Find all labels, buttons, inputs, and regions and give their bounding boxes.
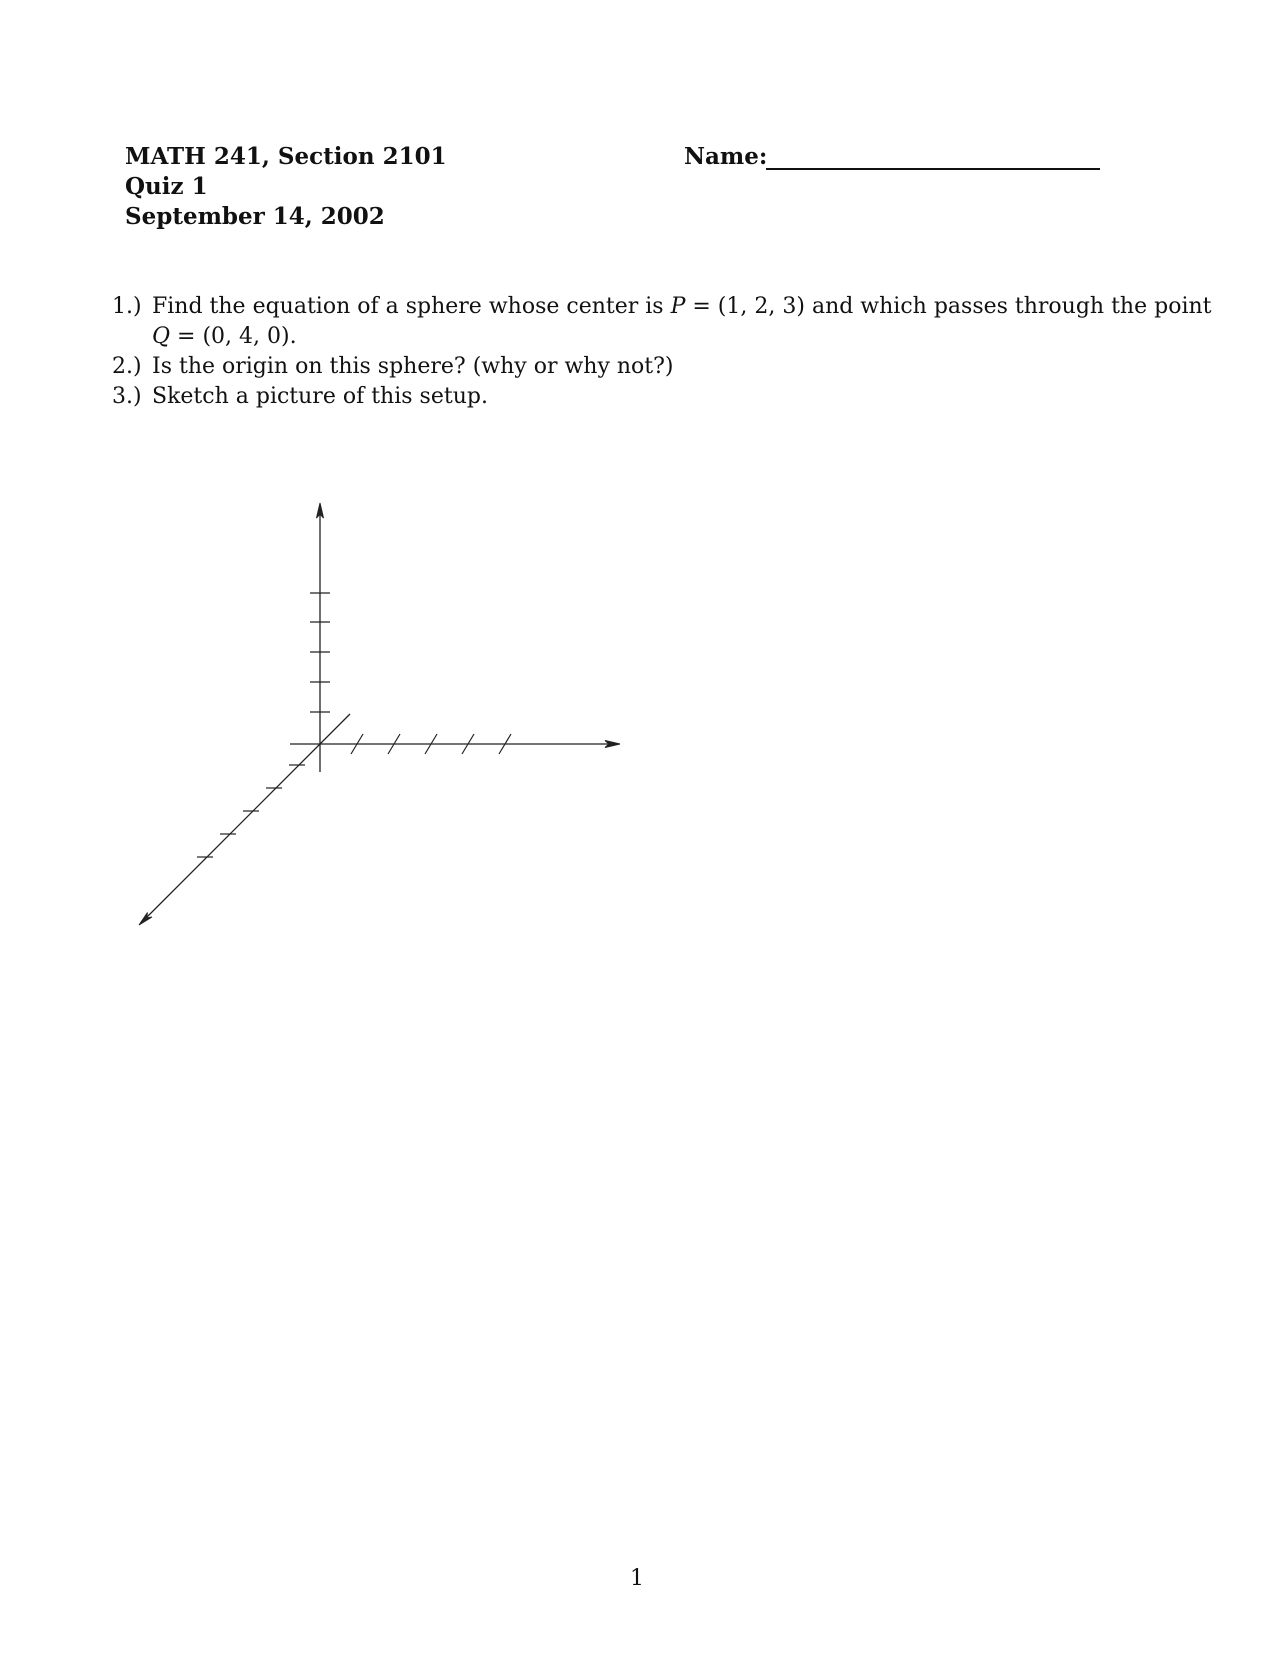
math-var-q: Q	[152, 324, 171, 349]
page-number: 1	[630, 1566, 644, 1591]
math-value-q: = (0, 4, 0).	[170, 324, 297, 349]
quiz-date: September 14, 2002	[125, 203, 385, 230]
question-number: 1.)	[112, 294, 142, 319]
question-text: Is the origin on this sphere? (why or why not?)	[152, 354, 674, 379]
question-number: 3.)	[112, 384, 142, 409]
math-value-p: = (1, 2, 3)	[685, 294, 805, 319]
math-var-p: P	[670, 294, 686, 319]
name-label: Name:	[684, 143, 768, 170]
x-axis-line	[142, 714, 350, 922]
question-number: 2.)	[112, 354, 142, 379]
question-text-cont: and which passes through the point	[804, 294, 1212, 319]
course-title: MATH 241, Section 2101	[125, 143, 447, 170]
question-text: Find the equation of a sphere whose center is	[152, 294, 671, 319]
quiz-title: Quiz 1	[125, 173, 208, 200]
question-text: Sketch a picture of this setup.	[152, 384, 488, 409]
